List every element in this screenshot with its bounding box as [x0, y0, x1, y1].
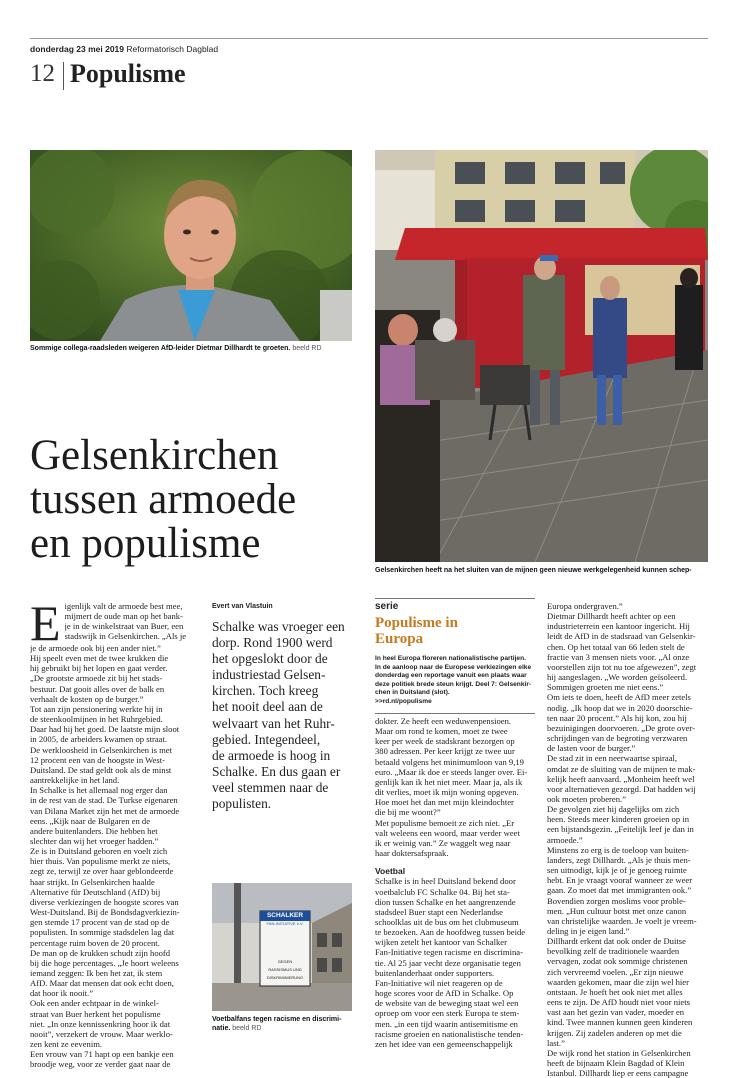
body-line: de website van de beweging staat wel een	[375, 998, 519, 1009]
body-line: de lasten voor de burger.”	[547, 743, 636, 754]
body-line: dokter. Ze heeft een weduwenpensioen.	[375, 716, 512, 726]
body-line: De man op de krukken schudt zijn hoofd	[30, 947, 171, 958]
body-line: Daar had hij het goed. De laatste mijn sloot	[30, 724, 180, 735]
body-line: aantrekkelijke in het land.	[30, 775, 120, 786]
body-line: hij gebruikt bij het lopen en gaat verder.	[30, 663, 168, 674]
body-line: Schalke was vroeger een	[212, 619, 345, 634]
body-line: Ze is in Duitsland geboren en voelt zich	[30, 846, 168, 857]
body-line: ontstaan. Je hoeft het ook niet met alles	[547, 986, 683, 997]
body-line: voor alternatieven gezorgd. Dat hadden wij	[547, 783, 696, 794]
dropcap: E	[30, 601, 61, 643]
author-byline: Evert van Vlastuin	[212, 603, 273, 610]
body-line: bezuinigingen doorvoeren. „De grote over-	[547, 722, 696, 733]
headline	[30, 434, 296, 566]
section-title: Populisme	[70, 59, 186, 88]
body-line: leidt de AfD in de stadsraad van Gelsenkir-	[547, 631, 696, 642]
body-line: Met populisme bemoeit ze zich niet. „Er	[375, 817, 515, 828]
body-line: Fan-Initiative tegen racisme en discrimina-	[375, 947, 523, 958]
market-caption: Gelsenkirchen heeft na het sluiten van de mijnen geen nieuwe werkgelegenheid kunnen schep-	[375, 567, 692, 574]
column-1-lines	[30, 643, 198, 1070]
body-line: populisten. In sommige stadsdelen lag dat	[30, 927, 175, 938]
body-line: hoge scores voor de AfD in Schalke. Op	[375, 988, 514, 999]
body-line: populisten.	[212, 796, 272, 812]
body-line: 380 adressen. Per keer krijgt ze twee uur	[375, 746, 515, 757]
section-divider	[63, 62, 64, 90]
body-line: Sommigen groeten me niet eens.”	[547, 682, 664, 693]
body-line: broodje weg, voor ze verder gaat naar de	[30, 1059, 171, 1070]
body-line: wijken zetelt het kantoor van Schalker	[375, 937, 507, 948]
sign-line: FAN-INITIATIVE e.V.	[266, 921, 304, 926]
fan-photo-caption	[212, 1015, 341, 1033]
fan-caption-line: Voetbalfans tegen racisme en discrimi-	[212, 1016, 342, 1023]
body-line: ook moeten proberen.”	[547, 793, 626, 804]
body-line: dat hoor ik nooit.”	[30, 988, 94, 999]
body-line: Tot aan zijn pensionering werkte hij in	[30, 703, 163, 714]
body-line: te bezoeken. Aan de hoofdweg tussen beide	[375, 927, 526, 938]
dateline	[30, 44, 218, 54]
sign-line: RASSISMUS UND	[268, 967, 302, 972]
body-line: gen stemde 17 procent van de stad op de	[30, 917, 170, 928]
body-line: chen. Op het totaal van 66 leden stelt de	[547, 641, 685, 652]
body-line: voorstellen zijn tot nu toe afgewezen”, zegt	[547, 661, 697, 672]
body-line: in 2005, de arbeiders kwamen op straat.	[30, 734, 167, 745]
body-line: niet. „In onze kennissenkring hoor ik dat	[30, 1018, 171, 1029]
body-line: sen uitnodigt, kijk je of je genoeg ruimte	[547, 865, 687, 876]
body-line: deze politiek brede steun krijgt. Deel 7: Gelsenkir-	[375, 680, 532, 688]
body-line: Hoe moet het dan met mijn kleindochter	[375, 797, 514, 808]
fan-caption-line: natie. beeld RD	[212, 1025, 262, 1032]
body-line: een bijstandsgezin. „Feitelijk leef je dan in	[547, 824, 694, 835]
body-line: iemand zeggen: Ik ben het zat, ik stem	[30, 968, 163, 978]
series-title-line: Europa	[375, 631, 424, 647]
portrait-photo	[30, 150, 352, 341]
body-line: zegt ze, terwijl ze over haar geblondeerde	[30, 866, 174, 877]
body-line: bestuur. Dat gooit alles over de balk en	[30, 683, 165, 694]
body-line: stadsdeel Buer stapt een Nederlandse	[375, 906, 503, 917]
body-line: West-Duitsland. Bij de Bondsdagverkiezin-	[30, 907, 180, 918]
market-photo	[375, 150, 708, 562]
body-line: heeft de bijnaam Klein Bagdad of Klein	[547, 1058, 685, 1069]
body-line: In heel Europa floreren nationalistische partijen.	[375, 655, 526, 662]
body-line: straat van Buer herkent het populisme	[30, 1008, 161, 1019]
body-line: Om iets te doen, heeft de AfD meer zetels	[547, 692, 691, 703]
body-line: donderdag een reportage vanuit een plaats waar	[375, 672, 527, 680]
body-line: last.”	[547, 1037, 565, 1048]
headline-line: tussen armoede	[30, 476, 297, 523]
body-line: percentage ruim boven de 20 procent.	[30, 937, 160, 948]
fan-sign	[260, 912, 310, 982]
body-line: eens te zijn. De AfD houdt niet voor niets	[547, 997, 690, 1008]
dropcap-block	[30, 601, 198, 643]
fan-photo-credit: beeld RD	[232, 1025, 262, 1032]
body-line: buitenlanderhaat onder supporters.	[375, 967, 495, 978]
body-line: kind. Twee mannen kunnen geen kinderen	[547, 1017, 693, 1028]
body-line: die bij me woont?”	[375, 807, 441, 818]
top-rule	[30, 38, 708, 39]
series-description	[375, 655, 535, 707]
column-3-lines-2	[375, 876, 537, 1049]
body-line: slechter dan wij het vroeger hadden.”	[30, 835, 159, 846]
body-line: heen. Steeds meer kinderen groeien op in	[547, 814, 689, 825]
body-line: 12 procent een van de hoogste in West-	[30, 754, 165, 765]
body-line: Hij speelt even met de twee krukken die	[30, 653, 169, 664]
headline-line: en populisme	[30, 520, 261, 567]
series-title-line: Populisme in	[375, 615, 458, 631]
body-line: in de rest van de stad. De Turkse eigenaren	[30, 795, 178, 806]
body-line: dion tussen Schalke en het aangrenzende	[375, 896, 516, 907]
body-line: omdat ze de sluiting van de mijnen te mak-	[547, 763, 696, 774]
body-line: gebied. Integendeel,	[212, 731, 321, 747]
portrait-caption	[30, 344, 322, 353]
body-line: hier thuis. Van populisme merkt ze niets,	[30, 856, 171, 867]
body-line: racisme groeien en nationalistische tenden-	[375, 1028, 524, 1039]
body-line: men. „Hun cultuur botst met onze canon	[547, 905, 687, 916]
body-line: „De grootste armoede zit bij het stads-	[30, 673, 163, 684]
body-line: veel stemmen naar de	[212, 779, 329, 795]
body-line: nodig. „Ik hoop dat we in 2020 doorschie-	[547, 702, 693, 713]
series-title	[375, 615, 458, 647]
body-line: valt weleens een woord, maar verder weet	[375, 827, 520, 838]
body-line: chen in Duitsland (slot).	[375, 689, 450, 697]
body-line: Alternative für Deutschland (AfD) bij	[30, 886, 161, 897]
body-line: oproep om voor een sterk Europa te stem-	[375, 1008, 520, 1019]
article-column-4	[547, 601, 709, 1078]
body-line: Een vrouw van 71 hapt op een bankje een	[30, 1049, 174, 1060]
body-line: stadswijk in Gelsenkirchen. „Als je	[64, 631, 187, 642]
body-line: voetbalclub FC Schalke 04. Bij het sta-	[375, 886, 510, 897]
page-number: 12	[30, 60, 55, 87]
body-line: dit verlies, moet ik mijn woning opgeven.	[375, 787, 519, 798]
body-line: het opgeslokt door de	[212, 651, 328, 667]
body-line: De werkloosheid in Gelsenkirchen is met	[30, 744, 172, 755]
body-line: van Dilana Market zijn het met de armoede	[30, 805, 180, 816]
body-line: De gevolgen ziet hij dagelijks om zich	[547, 804, 680, 815]
body-line: Maar om rond te komen, moet ze twee	[375, 726, 508, 737]
body-line: In de aanloop naar de Europese verkiezingen elke	[375, 663, 532, 671]
body-line: De wijk rond het station in Gelsenkirchen	[547, 1047, 691, 1058]
sign-line: GEGEN	[277, 959, 293, 964]
body-line: Fan-Initiative wil niet reageren op de	[375, 977, 503, 988]
body-line: mijmert de oude man op het bank-	[64, 611, 183, 622]
body-line: tie. Al 25 jaar vecht deze organisatie tegen	[375, 957, 521, 968]
body-line: Dietmar Dillhardt heeft achter op een	[547, 611, 676, 622]
body-line: welvaart van het Ruhr-	[212, 715, 335, 731]
body-line: kirchen. Toch kreeg	[212, 683, 319, 699]
body-line: In Schalke is het allemaal nog erger dan	[30, 785, 168, 796]
body-line: diverse verkiezingen de hoogste scores van	[30, 896, 179, 907]
body-line: euro. „Maar ik doe er steeds langer over. Ei-	[375, 766, 528, 777]
headline-line: Gelsenkirchen	[30, 432, 279, 479]
body-line: industrieterrein een kantoor ingericht. Hij	[547, 621, 690, 632]
portrait-caption-text: Sommige collega-raadsleden weigeren AfD-leider Dietmar Dillhardt te groeten.	[30, 345, 291, 352]
body-line: Dillhardt erkent dat ook onder de Duitse	[547, 936, 686, 947]
body-line: Duitsland. De stad geldt ook als de minst	[30, 764, 172, 775]
body-line: Schalke. En dus gaan er	[212, 763, 341, 779]
article-column-3	[375, 716, 537, 1049]
fan-initiative-photo	[212, 883, 352, 1011]
body-line: van christelijke waarden. Je voelt je vreem-	[547, 915, 697, 926]
body-line: Schalke is in heel Duitsland bekend door	[375, 876, 516, 887]
body-line: ten naar 20 procent.” Als hij kon, zou hij	[547, 712, 687, 723]
body-line: bij die hoge percentages. „Je hoort weleens	[30, 957, 179, 968]
body-line: gaan. Zo moet dat met immigranten ook.”	[547, 885, 692, 896]
body-line: de armoede is hoog in	[212, 747, 331, 763]
body-line: igenlijk valt de armoede best mee,	[64, 601, 183, 611]
body-line: dorp. Rond 1900 werd	[212, 635, 333, 651]
body-line: zen kent ze eevenim.	[30, 1039, 103, 1050]
body-line: fractie van 3 mensen niets voor. „Al onze	[547, 651, 690, 662]
body-line: andere buitenlanders. Die hebben het	[30, 825, 158, 836]
lead-paragraph	[212, 619, 360, 812]
body-line: bevolking zelf de traditionele waarden	[547, 946, 680, 957]
body-line: Istanbul. Dillhardt liep er eens campagne	[547, 1068, 689, 1078]
sign-line: DISKRIMINIERUNG	[266, 975, 304, 980]
body-line: armoede.”	[547, 834, 583, 845]
body-line: haar doktersafspraak.	[375, 848, 449, 859]
article-column-1	[30, 601, 198, 1070]
body-line: eens. „Kijk naar de Bulgaren en de	[30, 815, 151, 826]
series-top-rule	[375, 598, 535, 599]
body-line: Europa ondergraven.”	[547, 601, 623, 611]
subhead-voetbal: Voetbal	[375, 866, 406, 877]
body-line: AfD. Maar dat mensen dat ook echt doen,	[30, 978, 174, 989]
body-line: De stad zit in een neerwaartse spiraal,	[547, 753, 678, 764]
body-line: Ook een ander echtpaar in de winkel-	[30, 998, 159, 1009]
series-bottom-rule	[375, 713, 535, 714]
body-line: het nooit deel aan de	[212, 699, 323, 715]
body-line: schoolklas uit de bus om het clubmuseum	[375, 916, 519, 927]
body-line: ik er weinig van.” Ze waggelt weg naar	[375, 837, 511, 848]
body-line: vast aan het gezin van vader, moeder en	[547, 1007, 685, 1018]
sign-title: SCHALKER	[266, 912, 304, 919]
body-line: zen het idee van een gemeenschappelijk	[375, 1038, 513, 1049]
body-line: men. „in een tijd waarin antisemitisme en	[375, 1018, 518, 1029]
body-line: hij aangeslagen. „We worden geïsoleerd.	[547, 672, 688, 683]
body-line: je de armoede ook bij een ander niet.”	[30, 643, 161, 653]
body-line: genlijk kan ik het niet meer. Maar ja, als ik	[375, 776, 523, 787]
body-line: betaald volgens het minimumloon van 9,19	[375, 756, 524, 767]
body-line: hebt. En je vraagt vooraf wanneer ze weer	[547, 875, 693, 886]
body-line: vervagen, zodat ook sommige christenen	[547, 956, 688, 967]
body-line: keer per week de stadskrant bezorgen op	[375, 736, 515, 747]
portrait-credit: beeld RD	[292, 345, 322, 352]
body-line: industriestad Gelsen-	[212, 667, 326, 683]
body-line: je in de winkelstraat van Buer, een	[64, 621, 184, 632]
body-line: krijgen. Zij zadelen anderen op met die	[547, 1027, 682, 1038]
column-3-lines	[375, 716, 537, 858]
body-line: landers, zegt Dillhardt. „Als je thuis men-	[547, 854, 691, 865]
body-line: zich vervreemd voelen. „Er zijn nieuwe	[547, 966, 684, 977]
publication-name: Reformatorisch Dagblad	[126, 44, 219, 54]
series-label: serie	[375, 601, 399, 612]
body-line: verhaalt de kosten op de burger.”	[30, 693, 144, 704]
body-line: schrijdingen van de begroting verzwaren	[547, 733, 688, 744]
body-line: haar strijkt. In Gelsenkirchen haalde	[30, 876, 155, 887]
body-line: Bovendien zorgen moslims voor proble-	[547, 895, 686, 906]
issue-date: donderdag 23 mei 2019	[30, 44, 125, 54]
body-line: deling in je eigen land.”	[547, 926, 630, 936]
column-4-lines	[547, 601, 709, 1078]
body-line: de steenkoolmijnen in het Ruhrgebied.	[30, 714, 163, 725]
body-line: waarden gekomen, maar die zijn wel hier	[547, 976, 689, 987]
body-line: nooit”, verzekert de vrouw. Maar werklo-	[30, 1028, 173, 1039]
body-line: Minstens zo erg is de toeloop van buiten-	[547, 844, 689, 855]
body-line: >>rd.nl/populisme	[375, 697, 432, 705]
body-line: kelijk heeft aanvaard. „Monheim heeft wel	[547, 773, 695, 784]
